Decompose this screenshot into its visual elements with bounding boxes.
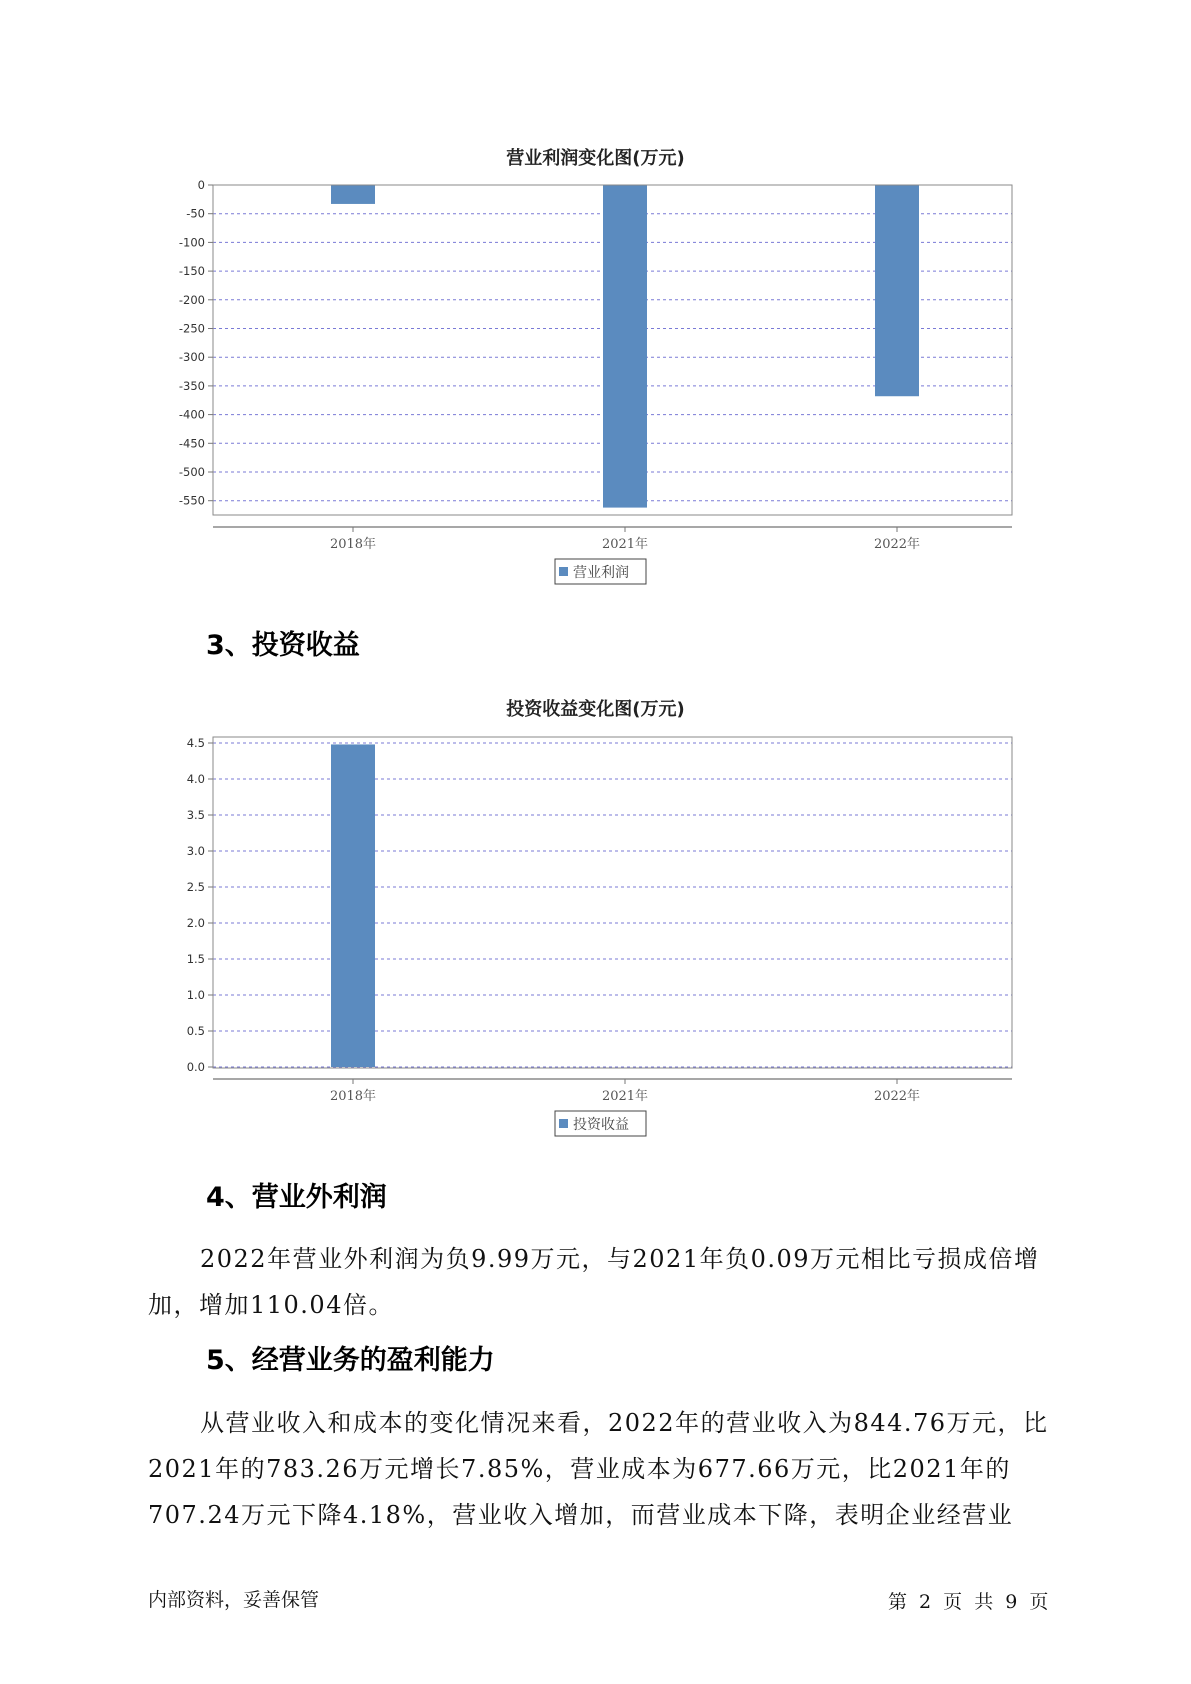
chart-legend	[555, 559, 646, 584]
bar	[331, 185, 375, 204]
y-tick-label: 3.5	[186, 808, 205, 822]
bars	[331, 744, 375, 1067]
y-tick-label: 0	[197, 178, 205, 192]
y-tick-label: -300	[178, 350, 205, 365]
investment-income-chart	[0, 722, 1191, 1142]
x-tick-label: 2021年	[601, 537, 649, 552]
y-tick-label: -200	[178, 292, 205, 307]
y-tick-label: -350	[178, 378, 205, 393]
x-axis-labels	[330, 527, 920, 552]
legend-label: 营业利润	[573, 565, 629, 581]
x-tick-label: 2022年	[873, 537, 921, 552]
section-3-heading: 3、投资收益	[206, 630, 360, 661]
y-tick-label: 4.0	[186, 772, 205, 786]
investment-income-chart-title: 投资收益变化图(万元)	[506, 699, 685, 720]
y-tick-label: -150	[178, 264, 205, 279]
chart-legend	[555, 1111, 646, 1136]
section-4-heading: 4、营业外利润	[206, 1182, 387, 1213]
y-tick-label: 0.5	[186, 1024, 205, 1038]
bar	[331, 744, 375, 1067]
bar	[603, 185, 647, 508]
legend-swatch	[559, 1119, 568, 1128]
operating-profit-chart	[0, 170, 1191, 590]
x-tick-label: 2018年	[329, 537, 377, 552]
y-tick-label: -400	[178, 407, 205, 422]
y-tick-label: 2.5	[186, 880, 205, 894]
section-5-heading: 5、经营业务的盈利能力	[206, 1345, 495, 1376]
y-tick-label: 1.5	[186, 952, 205, 966]
x-tick-label: 2022年	[873, 1089, 921, 1104]
x-tick-label: 2018年	[329, 1089, 377, 1104]
y-tick-label: 4.5	[186, 736, 205, 750]
y-tick-label: -550	[178, 493, 205, 508]
y-tick-label: 1.0	[186, 988, 205, 1002]
y-tick-label: -50	[186, 206, 205, 221]
y-axis-ticks	[179, 178, 213, 508]
section-5-paragraph: 从营业收入和成本的变化情况来看，2022年的营业收入为844.76万元，比2021年的783.26万元增长7.85%，营业成本为677.66万元，比2021年的707.24万元下降4.18%，营业收入增加，而营业成本下降，表明企业经营业	[148, 1409, 1049, 1529]
legend-swatch	[559, 567, 568, 576]
y-tick-label: -450	[178, 436, 205, 451]
y-tick-label: 2.0	[186, 916, 205, 930]
y-tick-label: -100	[178, 235, 205, 250]
footer-confidential-note: 内部资料，妥善保管	[148, 1589, 320, 1611]
y-tick-label: -250	[178, 321, 205, 336]
bars	[331, 185, 919, 508]
legend-label: 投资收益	[573, 1117, 629, 1133]
footer-page-number: 第 2 页 共 9 页	[888, 1591, 1049, 1613]
y-tick-label: 3.0	[186, 844, 205, 858]
x-tick-label: 2021年	[601, 1089, 649, 1104]
operating-profit-chart-title: 营业利润变化图(万元)	[506, 148, 685, 169]
y-axis-ticks	[187, 736, 213, 1074]
section-4-paragraph: 2022年营业外利润为负9.99万元，与2021年负0.09万元相比亏损成倍增加，增加110.04倍。	[148, 1245, 1040, 1319]
bar	[875, 185, 919, 396]
x-axis-labels	[330, 1079, 920, 1104]
y-tick-label: 0.0	[186, 1060, 205, 1074]
y-tick-label: -500	[178, 465, 205, 479]
